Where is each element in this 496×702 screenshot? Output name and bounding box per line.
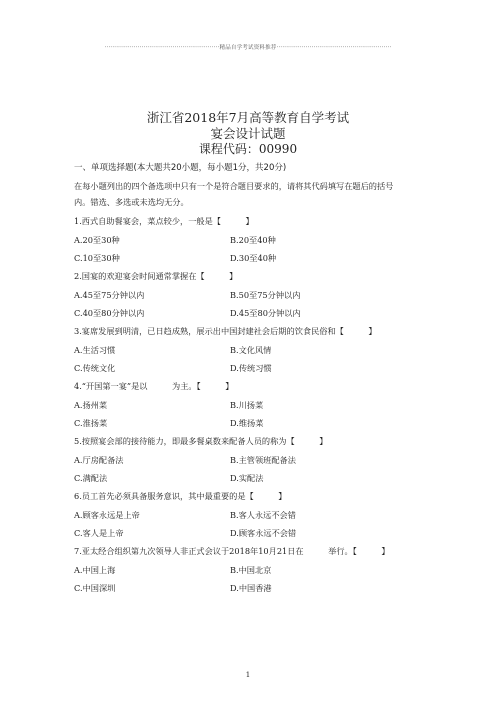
option-b: B.50至75分钟以内 bbox=[230, 290, 301, 300]
page-number: 1 bbox=[245, 671, 251, 679]
question-stem: 4.“开国第一宴”是以 为主。【 】 bbox=[74, 381, 234, 391]
option-a: A.厅房配备法 bbox=[74, 455, 124, 465]
question-stem: 3.宴席发展到明清，已日趋成熟，展示出中国封建社会后期的饮食民俗和【 】 bbox=[74, 326, 377, 336]
option-b: B.中国北京 bbox=[230, 565, 272, 575]
option-a: A.扬州菜 bbox=[74, 400, 108, 410]
option-b: B.20至40种 bbox=[230, 235, 276, 245]
instruction-line-2: 内。错选、多选或未选均无分。 bbox=[74, 197, 189, 207]
option-b: B.主管领班配备法 bbox=[230, 455, 296, 465]
exam-title: 浙江省2018年7月高等教育自学考试 bbox=[146, 110, 350, 125]
question-stem: 1.西式自助餐宴会，菜点较少，一般是【 】 bbox=[74, 216, 254, 226]
question-stem: 2.国宴的欢迎宴会时间通常掌握在【 】 bbox=[74, 271, 238, 281]
option-d: D.传统习惯 bbox=[230, 363, 272, 373]
question-stem: 7.亚太经合组织第九次领导人非正式会议于2018年10月21日在 举行。【 】 bbox=[74, 546, 390, 556]
header-banner: ···························································精品自学考试资料推荐··························································· bbox=[104, 45, 392, 51]
option-d: D.30至40种 bbox=[230, 253, 277, 263]
option-d: D.45至80分钟以内 bbox=[230, 308, 301, 318]
option-c: C.淮扬菜 bbox=[74, 418, 108, 428]
option-d: D.维扬菜 bbox=[230, 418, 264, 428]
subject-title: 宴会设计试题 bbox=[210, 126, 286, 141]
option-a: A.中国上海 bbox=[74, 565, 116, 575]
option-c: C.40至80分钟以内 bbox=[74, 308, 145, 318]
option-d: D.顾客永远不会错 bbox=[230, 528, 297, 538]
course-code: 课程代码：00990 bbox=[198, 142, 298, 156]
option-b: B.客人永远不会错 bbox=[230, 510, 296, 520]
option-b: B.文化风情 bbox=[230, 345, 272, 355]
option-a: A.生活习惯 bbox=[74, 345, 116, 355]
option-a: A.顾客永远是上帝 bbox=[74, 510, 140, 520]
option-c: C.中国深圳 bbox=[74, 583, 116, 593]
option-c: C.传统文化 bbox=[74, 363, 116, 373]
instruction-line-1: 在每小题列出的四个备选项中只有一个是符合题目要求的，请将其代码填写在题后的括号 bbox=[74, 181, 394, 191]
option-c: C.客人是上帝 bbox=[74, 528, 124, 538]
option-c: C.满配法 bbox=[74, 473, 108, 483]
option-d: D.实配法 bbox=[230, 473, 264, 483]
option-a: A.45至75分钟以内 bbox=[74, 290, 145, 300]
option-d: D.中国香港 bbox=[230, 583, 272, 593]
option-c: C.10至30种 bbox=[74, 253, 120, 263]
section-heading: 一、单项选择题(本大题共20小题，每小题1分，共20分) bbox=[74, 163, 287, 173]
question-stem: 6.员工首先必须具备服务意识，其中最重要的是【 】 bbox=[74, 491, 287, 501]
question-stem: 5.按照宴会部的接待能力，即最多餐桌数来配备人员的称为【 】 bbox=[74, 436, 328, 446]
option-a: A.20至30种 bbox=[74, 235, 120, 245]
option-b: B.川扬菜 bbox=[230, 400, 264, 410]
